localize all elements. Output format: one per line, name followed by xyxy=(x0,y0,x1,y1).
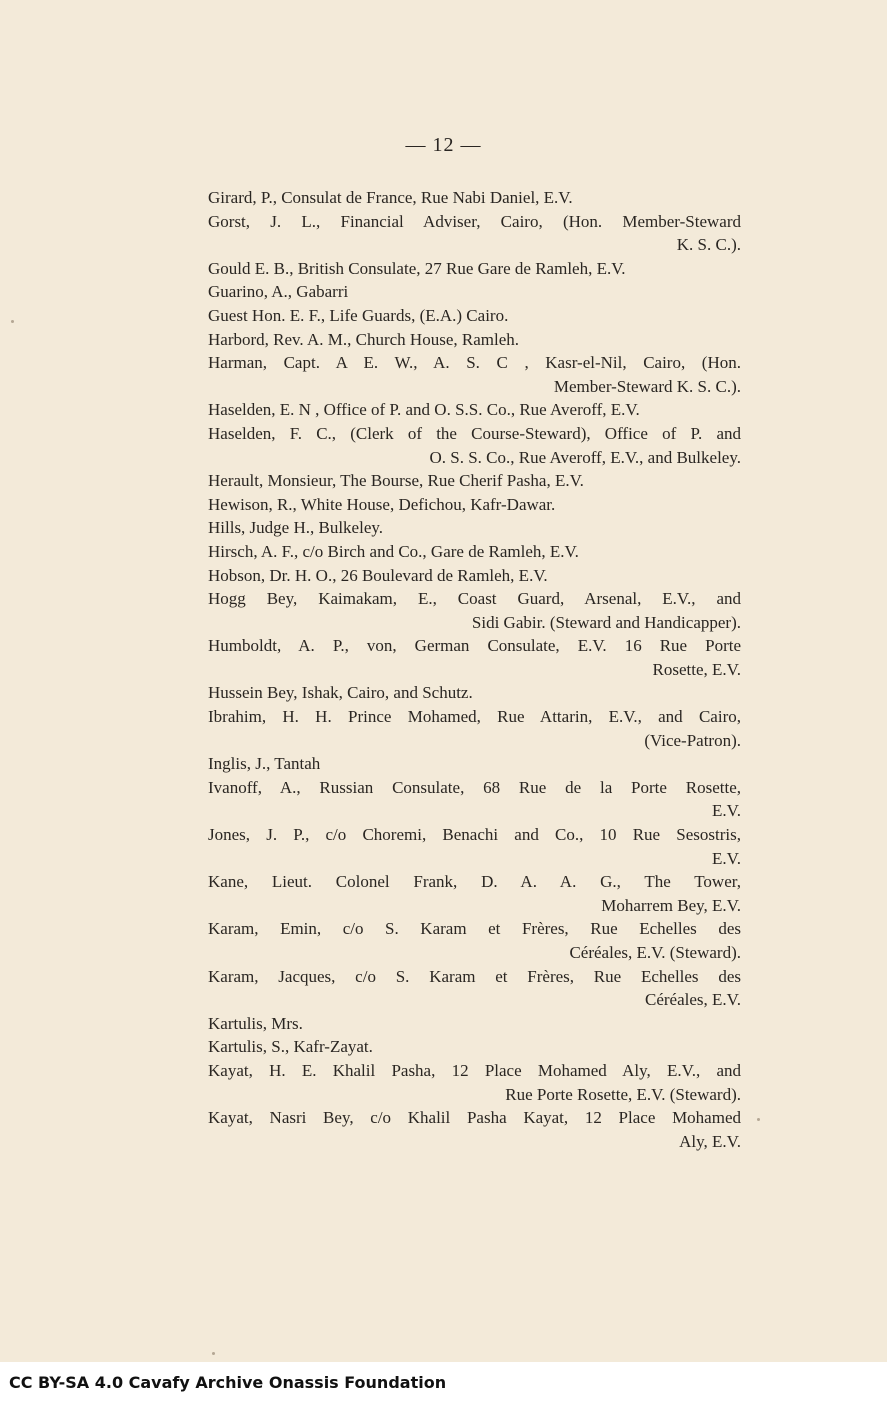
entry-line: Ibrahim, H. H. Prince Mohamed, Rue Attarin, E.V., and Cairo, xyxy=(208,707,741,727)
entry-line: Hogg Bey, Kaimakam, E., Coast Guard, Arsenal, E.V., and xyxy=(208,589,741,609)
entry-line: Jones, J. P., c/o Choremi, Benachi and Co., 10 Rue Sesostris, xyxy=(208,825,741,845)
entry-line: Ivanoff, A., Russian Consulate, 68 Rue de la Porte Rosette, xyxy=(208,777,741,797)
entry-line: Harbord, Rev. A. M., Church House, Ramleh. xyxy=(208,329,519,349)
directory-entry xyxy=(208,776,741,823)
directory-entry xyxy=(208,681,741,705)
directory-entry xyxy=(208,257,741,281)
entry-continuation-line: Céréales, E.V. xyxy=(645,990,741,1010)
entry-line: Gould E. B., British Consulate, 27 Rue Gare de Ramleh, E.V. xyxy=(208,258,626,278)
directory-entry xyxy=(208,564,741,588)
paper-speck xyxy=(212,1352,215,1355)
entry-line: Hills, Judge H., Bulkeley. xyxy=(208,518,384,538)
entry-line: Inglis, J., Tantah xyxy=(208,754,321,774)
entry-line: Kartulis, S., Kafr-Zayat. xyxy=(208,1037,373,1057)
entry-line: Hussein Bey, Ishak, Cairo, and Schutz. xyxy=(208,683,473,703)
entry-line: Gorst, J. L., Financial Adviser, Cairo, (Hon. Member-Steward xyxy=(208,211,741,231)
directory-entry xyxy=(208,304,741,328)
license-credit: CC BY-SA 4.0 Cavafy Archive Onassis Foundation xyxy=(9,1373,447,1392)
directory-entry xyxy=(208,280,741,304)
directory-entry xyxy=(208,422,741,469)
entry-continuation-line: Rue Porte Rosette, E.V. (Steward). xyxy=(505,1084,741,1104)
entry-continuation-line: Sidi Gabir. (Steward and Handicapper). xyxy=(471,612,741,632)
entry-line: Herault, Monsieur, The Bourse, Rue Cherif Pasha, E.V. xyxy=(208,471,584,491)
entry-continuation-line: E.V. xyxy=(712,801,741,821)
entry-continuation-line: Member-Steward K. S. C.). xyxy=(553,376,741,396)
directory-list xyxy=(208,186,741,1153)
directory-entry xyxy=(208,1035,741,1059)
entry-line: Hewison, R., White House, Defichou, Kafr-Dawar. xyxy=(208,494,556,514)
paper-speck xyxy=(11,320,14,323)
directory-entry xyxy=(208,469,741,493)
directory-entry xyxy=(208,516,741,540)
directory-entry xyxy=(208,186,741,210)
directory-entry xyxy=(208,1106,741,1153)
entry-line: Haselden, E. N , Office of P. and O. S.S. Co., Rue Averoff, E.V. xyxy=(208,400,640,420)
entry-continuation-line: (Vice-Patron). xyxy=(644,730,741,750)
page-number: — 12 — xyxy=(405,134,482,156)
entry-line: Karam, Emin, c/o S. Karam et Frères, Rue Echelles des xyxy=(208,919,741,939)
directory-entry xyxy=(208,634,741,681)
entry-continuation-line: Céréales, E.V. (Steward). xyxy=(569,943,741,962)
directory-entry xyxy=(208,210,741,257)
directory-entry xyxy=(208,493,741,517)
directory-entry xyxy=(208,917,741,964)
paper-speck xyxy=(757,1118,760,1121)
entry-continuation-line: Moharrem Bey, E.V. xyxy=(601,895,741,915)
entry-line: Haselden, F. C., (Clerk of the Course-Steward), Office of P. and xyxy=(208,423,741,443)
entry-line: Guarino, A., Gabarri xyxy=(208,282,349,302)
entry-continuation-line: Rosette, E.V. xyxy=(652,659,741,679)
directory-entry xyxy=(208,752,741,776)
entry-line: Kane, Lieut. Colonel Frank, D. A. A. G., The Tower, xyxy=(208,872,741,892)
entry-line: Harman, Capt. A E. W., A. S. C , Kasr-el-Nil, Cairo, (Hon. xyxy=(208,353,741,373)
directory-entry xyxy=(208,870,741,917)
directory-entry xyxy=(208,328,741,352)
directory-entry xyxy=(208,965,741,1012)
entry-continuation-line: E.V. xyxy=(712,848,741,868)
directory-entry xyxy=(208,398,741,422)
entry-line: Kayat, H. E. Khalil Pasha, 12 Place Mohamed Aly, E.V., and xyxy=(208,1060,741,1080)
footer-bar xyxy=(0,1362,887,1402)
entry-line: Kartulis, Mrs. xyxy=(208,1013,303,1033)
directory-entry xyxy=(208,540,741,564)
entry-line: Girard, P., Consulat de France, Rue Nabi Daniel, E.V. xyxy=(208,188,573,207)
entry-line: Kayat, Nasri Bey, c/o Khalil Pasha Kayat, 12 Place Mohamed xyxy=(208,1108,741,1128)
directory-entry xyxy=(208,1012,741,1036)
entry-line: Hirsch, A. F., c/o Birch and Co., Gare de Ramleh, E.V. xyxy=(208,541,579,561)
directory-entry xyxy=(208,587,741,634)
directory-entry xyxy=(208,823,741,870)
entry-line: Karam, Jacques, c/o S. Karam et Frères, Rue Echelles des xyxy=(208,966,741,986)
entry-line: Guest Hon. E. F., Life Guards, (E.A.) Cairo. xyxy=(208,305,509,325)
entry-continuation-line: K. S. C.). xyxy=(676,235,741,255)
directory-entry xyxy=(208,705,741,752)
directory-entry xyxy=(208,351,741,398)
entry-line: Humboldt, A. P., von, German Consulate, E.V. 16 Rue Porte xyxy=(208,636,741,656)
entry-continuation-line: O. S. S. Co., Rue Averoff, E.V., and Bulkeley. xyxy=(429,447,741,467)
entry-line: Hobson, Dr. H. O., 26 Boulevard de Ramleh, E.V. xyxy=(208,565,548,585)
entry-continuation-line: Aly, E.V. xyxy=(679,1131,741,1151)
directory-entry xyxy=(208,1059,741,1106)
